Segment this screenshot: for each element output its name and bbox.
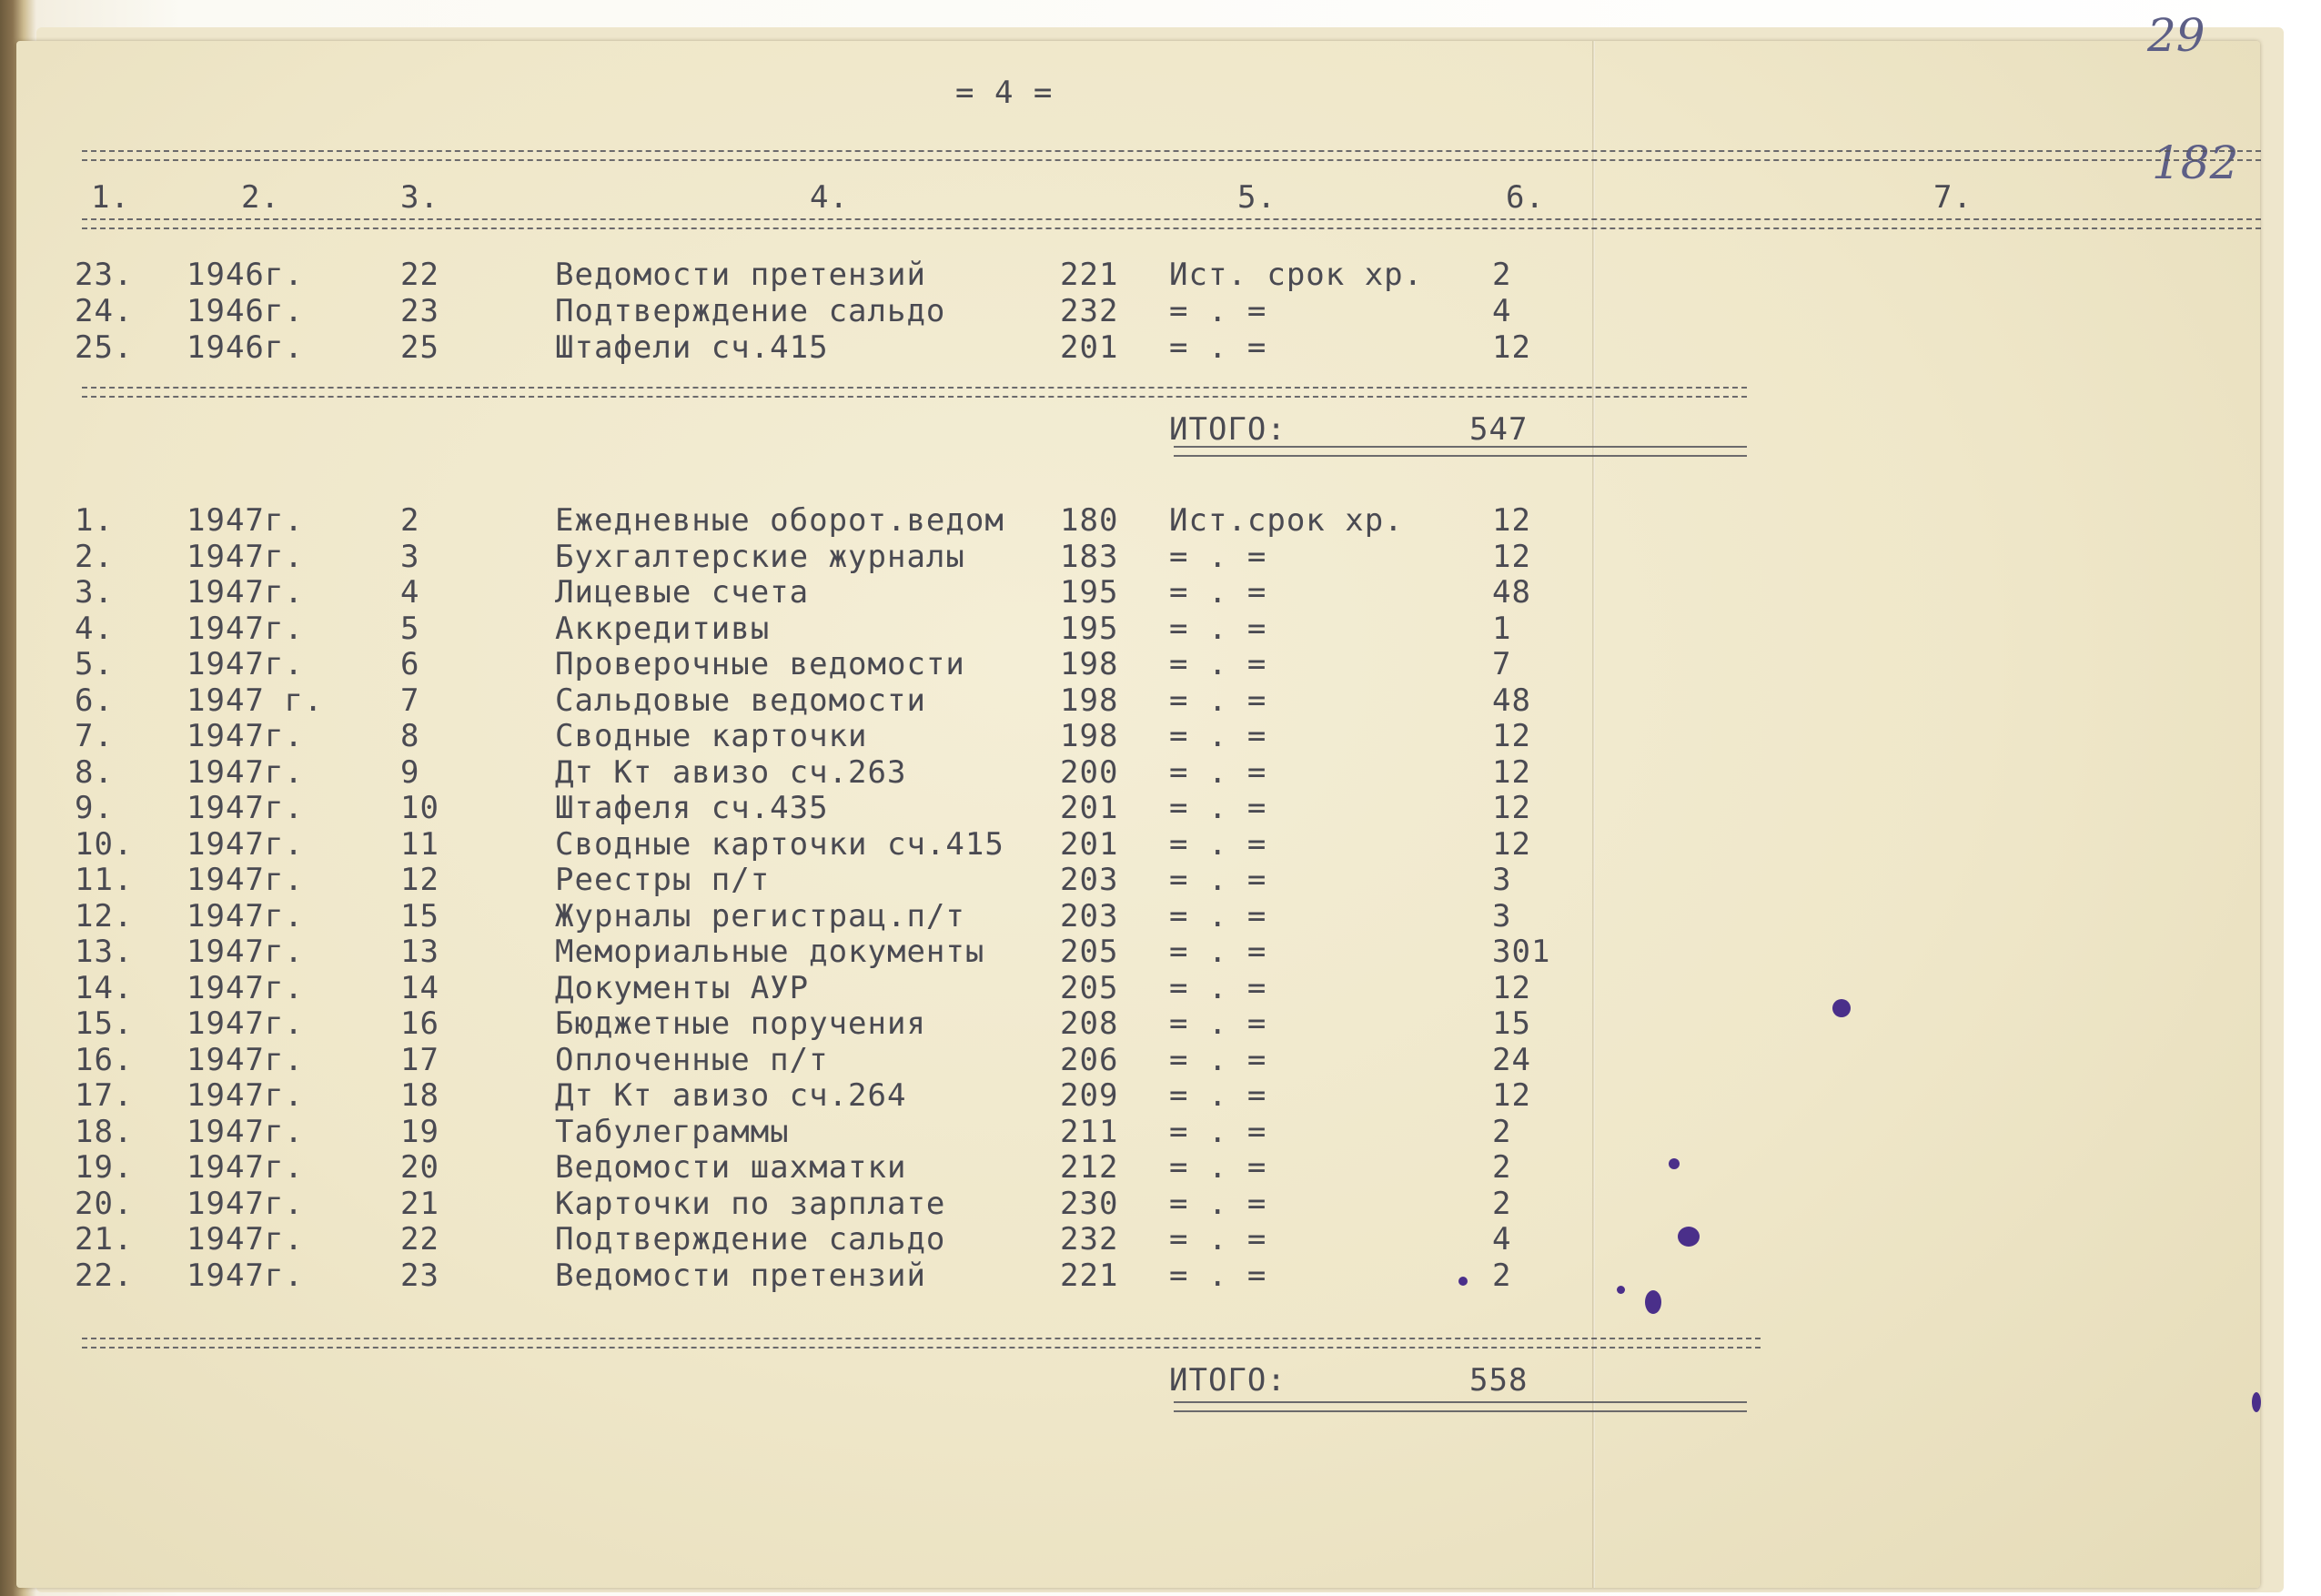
row-storage-term: = . = — [1169, 862, 1267, 898]
ink-mark — [2252, 1392, 2261, 1412]
row-title: Ведомости претензий — [555, 257, 926, 293]
handwritten-number-top: 29 — [2147, 9, 2205, 62]
row-number: 9. — [75, 790, 114, 826]
row-column-3: 22 — [400, 1221, 439, 1258]
row-count: 12 — [1492, 1077, 1531, 1114]
row-number: 19. — [75, 1149, 134, 1186]
row-code: 209 — [1060, 1077, 1119, 1114]
row-storage-term: = . = — [1169, 1041, 1267, 1078]
row-column-3: 23 — [400, 293, 439, 329]
row-year: 1947г. — [187, 1257, 304, 1294]
row-year: 1947г. — [187, 1077, 304, 1114]
row-number: 1. — [75, 502, 114, 539]
row-count: 12 — [1492, 718, 1531, 754]
row-year: 1947г. — [187, 753, 304, 791]
ink-dot — [1678, 1227, 1700, 1247]
row-code: 232 — [1060, 293, 1119, 329]
row-count: 2 — [1492, 1185, 1512, 1222]
row-column-3: 11 — [400, 825, 439, 863]
row-storage-term: = . = — [1169, 1257, 1267, 1294]
row-number: 5. — [75, 646, 114, 682]
row-code: 201 — [1060, 825, 1119, 863]
row-year: 1946г. — [187, 329, 304, 366]
row-column-3: 2 — [400, 502, 420, 539]
row-storage-term: = . = — [1169, 682, 1267, 719]
row-code: 198 — [1060, 718, 1119, 754]
row-storage-term: = . = — [1169, 753, 1267, 791]
row-count: 12 — [1492, 790, 1531, 826]
column-header: 7. — [1933, 179, 1973, 216]
row-number: 2. — [75, 538, 114, 575]
row-count: 12 — [1492, 825, 1531, 863]
row-number: 16. — [75, 1041, 134, 1078]
row-title: Штафели сч.415 — [555, 329, 829, 366]
row-title: Сальдовые ведомости — [555, 682, 926, 719]
row-count: 2 — [1492, 1149, 1512, 1186]
row-title: Бюджетные поручения — [555, 1005, 926, 1042]
row-storage-term: = . = — [1169, 1005, 1267, 1042]
row-count: 301 — [1492, 934, 1551, 970]
total-underline — [1174, 1401, 1747, 1412]
column-header: 6. — [1506, 179, 1545, 216]
section-rule — [82, 1338, 1761, 1349]
row-number: 17. — [75, 1077, 134, 1114]
row-code: 195 — [1060, 574, 1119, 611]
row-number: 6. — [75, 682, 114, 719]
row-column-3: 10 — [400, 790, 439, 826]
row-number: 10. — [75, 825, 134, 863]
row-title: Подтверждение сальдо — [555, 1221, 946, 1258]
page-number: = 4 = — [955, 75, 1054, 111]
row-code: 206 — [1060, 1041, 1119, 1078]
row-year: 1947г. — [187, 862, 304, 898]
row-count: 48 — [1492, 682, 1531, 719]
row-code: 232 — [1060, 1221, 1119, 1258]
row-number: 7. — [75, 718, 114, 754]
row-count: 48 — [1492, 574, 1531, 611]
row-title: Дт Кт авизо сч.264 — [555, 1077, 907, 1114]
total-label: ИТОГО: — [1169, 411, 1287, 448]
ink-dot — [1645, 1290, 1661, 1314]
row-number: 24. — [75, 293, 134, 329]
row-code: 212 — [1060, 1149, 1119, 1186]
row-year: 1947г. — [187, 1221, 304, 1258]
row-year: 1947г. — [187, 825, 304, 863]
row-number: 13. — [75, 934, 134, 970]
row-code: 205 — [1060, 934, 1119, 970]
row-column-3: 13 — [400, 934, 439, 970]
row-year: 1947г. — [187, 897, 304, 934]
row-year: 1947г. — [187, 1005, 304, 1042]
handwritten-number-second: 182 — [2152, 136, 2239, 189]
header-top-rule — [82, 150, 2261, 161]
row-code: 198 — [1060, 646, 1119, 682]
row-count: 24 — [1492, 1041, 1531, 1078]
row-count: 7 — [1492, 646, 1512, 682]
row-column-3: 15 — [400, 897, 439, 934]
row-year: 1947г. — [187, 1113, 304, 1150]
row-column-3: 6 — [400, 646, 420, 682]
row-title: Аккредитивы — [555, 610, 771, 647]
row-number: 8. — [75, 753, 114, 791]
row-title: Журналы регистрац.п/т — [555, 897, 965, 934]
row-number: 15. — [75, 1005, 134, 1042]
row-year: 1947 г. — [187, 682, 324, 719]
row-storage-term: = . = — [1169, 574, 1267, 611]
row-code: 221 — [1060, 1257, 1119, 1294]
row-year: 1947г. — [187, 718, 304, 754]
section-rule — [82, 387, 1747, 398]
row-number: 21. — [75, 1221, 134, 1258]
row-title: Мемориальные документы — [555, 934, 985, 970]
row-number: 14. — [75, 969, 134, 1006]
row-year: 1947г. — [187, 502, 304, 539]
row-count: 2 — [1492, 1257, 1512, 1294]
paper-fold — [1592, 41, 1595, 1588]
column-header: 5. — [1237, 179, 1277, 216]
row-number: 18. — [75, 1113, 134, 1150]
row-title: Лицевые счета — [555, 574, 810, 611]
row-code: 180 — [1060, 502, 1119, 539]
row-storage-term: = . = — [1169, 538, 1267, 575]
row-count: 3 — [1492, 862, 1512, 898]
row-title: Сводные карточки — [555, 718, 868, 754]
row-title: Табулеграммы — [555, 1113, 790, 1150]
row-column-3: 18 — [400, 1077, 439, 1114]
row-title: Подтверждение сальдо — [555, 293, 946, 329]
row-column-3: 4 — [400, 574, 420, 611]
row-number: 3. — [75, 574, 114, 611]
column-header: 1. — [91, 179, 130, 216]
row-title: Бухгалтерские журналы — [555, 538, 965, 575]
row-title: Карточки по зарплате — [555, 1185, 946, 1222]
row-storage-term: = . = — [1169, 1077, 1267, 1114]
row-count: 12 — [1492, 753, 1531, 791]
row-storage-term: = . = — [1169, 646, 1267, 682]
row-count: 12 — [1492, 538, 1531, 575]
row-number: 25. — [75, 329, 134, 366]
row-title: Проверочные ведомости — [555, 646, 965, 682]
row-year: 1947г. — [187, 790, 304, 826]
row-title: Ведомости шахматки — [555, 1149, 907, 1186]
row-storage-term: Ист.срок хр. — [1169, 502, 1404, 539]
row-column-3: 7 — [400, 682, 420, 719]
row-column-3: 23 — [400, 1257, 439, 1294]
row-number: 22. — [75, 1257, 134, 1294]
row-number: 11. — [75, 862, 134, 898]
row-storage-term: = . = — [1169, 934, 1267, 970]
row-storage-term: = . = — [1169, 969, 1267, 1006]
row-title: Реестры п/т — [555, 862, 771, 898]
row-column-3: 20 — [400, 1149, 439, 1186]
row-year: 1947г. — [187, 934, 304, 970]
row-code: 183 — [1060, 538, 1119, 575]
header-bottom-rule — [82, 218, 2261, 229]
row-column-3: 9 — [400, 753, 420, 791]
row-storage-term: = . = — [1169, 1113, 1267, 1150]
row-count: 12 — [1492, 969, 1531, 1006]
row-code: 200 — [1060, 753, 1119, 791]
row-title: Сводные карточки сч.415 — [555, 825, 1004, 863]
row-number: 12. — [75, 897, 134, 934]
row-column-3: 16 — [400, 1005, 439, 1042]
row-year: 1946г. — [187, 293, 304, 329]
row-year: 1947г. — [187, 1041, 304, 1078]
row-count: 2 — [1492, 1113, 1512, 1150]
row-code: 201 — [1060, 790, 1119, 826]
row-storage-term: = . = — [1169, 293, 1267, 329]
total-value: 558 — [1469, 1362, 1529, 1399]
total-underline — [1174, 446, 1747, 457]
row-column-3: 17 — [400, 1041, 439, 1078]
row-code: 195 — [1060, 610, 1119, 647]
row-number: 4. — [75, 610, 114, 647]
row-code: 203 — [1060, 862, 1119, 898]
column-header: 2. — [241, 179, 280, 216]
row-year: 1946г. — [187, 257, 304, 293]
row-code: 230 — [1060, 1185, 1119, 1222]
row-column-3: 5 — [400, 610, 420, 647]
row-number: 23. — [75, 257, 134, 293]
row-title: Оплоченные п/т — [555, 1041, 829, 1078]
row-code: 203 — [1060, 897, 1119, 934]
row-storage-term: = . = — [1169, 1185, 1267, 1222]
row-count: 4 — [1492, 1221, 1512, 1258]
ink-dot — [1617, 1286, 1625, 1294]
row-code: 211 — [1060, 1113, 1119, 1150]
row-code: 198 — [1060, 682, 1119, 719]
row-count: 3 — [1492, 897, 1512, 934]
row-year: 1947г. — [187, 646, 304, 682]
row-year: 1947г. — [187, 969, 304, 1006]
row-year: 1947г. — [187, 1149, 304, 1186]
row-column-3: 12 — [400, 862, 439, 898]
total-label: ИТОГО: — [1169, 1362, 1287, 1399]
row-year: 1947г. — [187, 574, 304, 611]
row-column-3: 25 — [400, 329, 439, 366]
row-title: Дт Кт авизо сч.263 — [555, 753, 907, 791]
row-column-3: 21 — [400, 1185, 439, 1222]
row-storage-term: Ист. срок хр. — [1169, 257, 1424, 293]
row-year: 1947г. — [187, 610, 304, 647]
ink-dot — [1832, 999, 1851, 1017]
row-column-3: 14 — [400, 969, 439, 1006]
row-column-3: 3 — [400, 538, 420, 575]
document-sheet — [16, 41, 2260, 1588]
row-storage-term: = . = — [1169, 825, 1267, 863]
column-header: 3. — [400, 179, 439, 216]
row-code: 221 — [1060, 257, 1119, 293]
row-storage-term: = . = — [1169, 1149, 1267, 1186]
row-count: 12 — [1492, 329, 1531, 366]
row-storage-term: = . = — [1169, 897, 1267, 934]
row-title: Штафеля сч.435 — [555, 790, 829, 826]
row-storage-term: = . = — [1169, 610, 1267, 647]
row-count: 4 — [1492, 293, 1512, 329]
row-title: Ежедневные оборот.ведом — [555, 502, 1004, 539]
row-code: 205 — [1060, 969, 1119, 1006]
row-storage-term: = . = — [1169, 718, 1267, 754]
row-count: 15 — [1492, 1005, 1531, 1042]
column-header: 4. — [810, 179, 849, 216]
row-storage-term: = . = — [1169, 1221, 1267, 1258]
row-storage-term: = . = — [1169, 790, 1267, 826]
row-title: Документы АУР — [555, 969, 810, 1006]
row-number: 20. — [75, 1185, 134, 1222]
row-count: 12 — [1492, 502, 1531, 539]
row-code: 201 — [1060, 329, 1119, 366]
ink-dot — [1458, 1277, 1468, 1286]
row-storage-term: = . = — [1169, 329, 1267, 366]
row-title: Ведомости претензий — [555, 1257, 926, 1294]
row-year: 1947г. — [187, 1185, 304, 1222]
ink-dot — [1669, 1158, 1680, 1169]
row-code: 208 — [1060, 1005, 1119, 1042]
row-column-3: 22 — [400, 257, 439, 293]
row-year: 1947г. — [187, 538, 304, 575]
row-column-3: 8 — [400, 718, 420, 754]
row-count: 1 — [1492, 610, 1512, 647]
row-column-3: 19 — [400, 1113, 439, 1150]
total-value: 547 — [1469, 411, 1529, 448]
row-count: 2 — [1492, 257, 1512, 293]
